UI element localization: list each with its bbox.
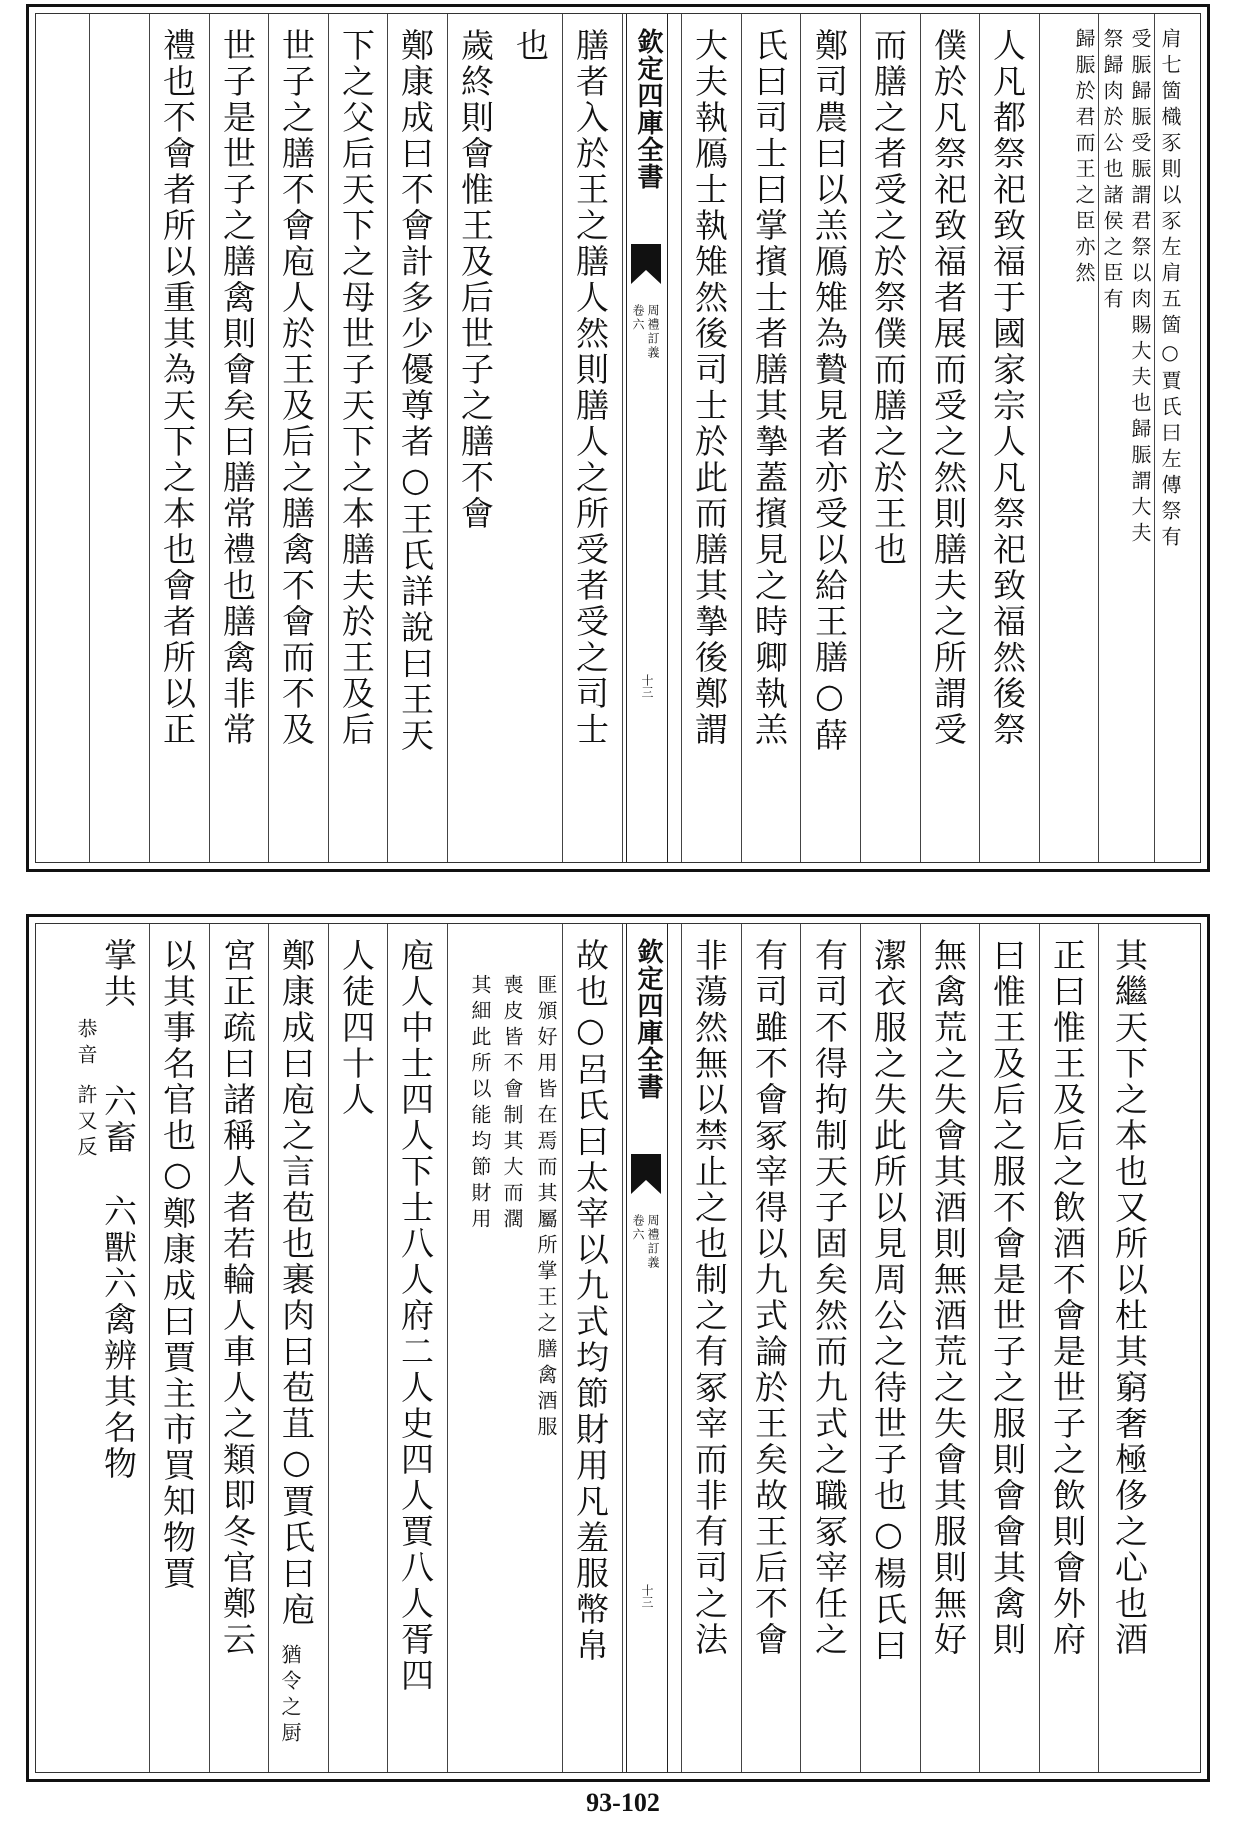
text-column: 庖人中士四人下士八人府二人史四人賈八人胥四 (396, 938, 435, 1694)
column-rule (741, 14, 742, 862)
text-column: 歸脤於君而王之臣亦然 (1072, 28, 1096, 288)
text-column: 膳者入於王之膳人然則膳人之所受者受之司士 (571, 28, 610, 748)
text-column: 人徒四十人 (337, 938, 376, 1118)
column-rule (387, 14, 388, 862)
page-number: 93-102 (586, 1788, 660, 1817)
annotation: 許又反 (74, 1084, 98, 1162)
center-strip (626, 14, 668, 862)
column-rule (979, 924, 980, 1772)
column-rule (149, 924, 150, 1772)
column-rule (1039, 924, 1040, 1772)
column-rule (622, 14, 623, 862)
text-column: 有司雖不會冢宰得以九式論於王矣故王后不會 (750, 938, 789, 1658)
bottom-page-half (26, 914, 1210, 1782)
column-rule (860, 924, 861, 1772)
column-rule (622, 924, 623, 1772)
text-column: 世子是世子之膳禽則會矣曰膳常禮也膳禽非常 (218, 28, 257, 748)
top-page-half (26, 4, 1210, 872)
column-rule (979, 14, 980, 862)
center-strip (626, 924, 668, 1772)
column-rule (562, 924, 563, 1772)
text-column: 六獸六禽辨其名物 (99, 1194, 138, 1482)
column-rule (447, 924, 448, 1772)
text-column: 有司不得拘制天子固矣然而九式之職冢宰任之 (810, 938, 849, 1658)
text-column: 而膳之者受之於祭僕而膳之於王也 (869, 28, 908, 568)
text-column: 猶令之厨 (278, 1644, 302, 1748)
strip-book-title: 周禮訂義 (646, 304, 660, 360)
text-column: 潔衣服之失此所以見周公之待世子也○楊氏曰 (869, 938, 908, 1664)
text-column: 也 (511, 28, 550, 64)
column-rule (562, 14, 563, 862)
text-column: 世子之膳不會庖人於王及后之膳禽不會而不及 (277, 28, 316, 748)
text-column: 曰惟王及后之服不會是世子之服則會會其禽則 (988, 938, 1027, 1658)
text-column: 祭歸肉於公也諸侯之臣有 (1100, 28, 1124, 314)
column-rule (800, 924, 801, 1772)
column-rule (268, 14, 269, 862)
text-column: 人凡都祭祀致福于國家宗人凡祭祀致福然後祭 (988, 28, 1027, 748)
column-rule (1039, 14, 1040, 862)
strip-leaf-number: 十三 (640, 1584, 654, 1608)
text-column: 匪頒好用皆在焉而其屬所掌王之膳禽酒服 (534, 974, 558, 1442)
text-column: 禮也不會者所以重其為天下之本也會者所以正 (158, 28, 197, 748)
column-rule (149, 14, 150, 862)
text-column: 非蕩然無以禁止之也制之有冢宰而非有司之法 (690, 938, 729, 1658)
annotation: 恭音 (74, 1018, 98, 1070)
text-column: 歲終則會惟王及后世子之膳不會 (456, 28, 495, 532)
text-column: 掌共 (99, 938, 138, 1010)
fish-tail-icon (631, 244, 661, 284)
column-rule (920, 924, 921, 1772)
text-column: 其繼天下之本也又所以杜其窮奢極侈之心也酒 (1110, 938, 1149, 1658)
strip-leaf-number: 十三 (640, 674, 654, 698)
column-rule (1154, 14, 1155, 862)
text-column: 下之父后天下之母世子天下之本膳夫於王及后 (337, 28, 376, 748)
fish-tail-icon (631, 1154, 661, 1194)
text-column: 受脤歸脤受脤謂君祭以肉賜大夫也歸脤謂大夫 (1128, 28, 1152, 548)
column-rule (1098, 14, 1099, 862)
text-column: 其細此所以能均節財用 (468, 974, 492, 1234)
strip-volume: 卷六 (631, 1214, 645, 1242)
column-rule (920, 14, 921, 862)
text-column: 故也○呂氏曰太宰以九式均節財用凡羞服幣帛 (571, 938, 610, 1664)
text-column: 大夫執鴈士執雉然後司士於此而膳其摯後鄭謂 (690, 28, 729, 748)
text-column: 鄭司農曰以羔鴈雉為贄見者亦受以給王膳○薛 (810, 28, 849, 754)
column-rule (387, 924, 388, 1772)
column-rule (741, 924, 742, 1772)
column-rule (447, 14, 448, 862)
column-rule (268, 924, 269, 1772)
bottom-inner-frame (35, 923, 1201, 1773)
text-column: 以其事名官也○鄭康成曰賈主市買知物賈 (158, 938, 197, 1592)
column-rule (681, 14, 682, 862)
column-rule (328, 14, 329, 862)
text-column: 肩七箇樴豕則以豕左肩五箇○賈氏曰左傳祭有 (1158, 28, 1182, 552)
strip-title: 欽定四庫全書 (633, 28, 663, 190)
text-column: 鄭康成曰庖之言苞也裹肉曰苞苴○賈氏曰庖 (277, 938, 316, 1628)
column-rule (1098, 924, 1099, 1772)
top-inner-frame (35, 13, 1201, 863)
column-rule (328, 924, 329, 1772)
text-column: 正曰惟王及后之飲酒不會是世子之飲則會外府 (1048, 938, 1087, 1658)
column-rule (681, 924, 682, 1772)
column-rule (209, 924, 210, 1772)
strip-book-title: 周禮訂義 (646, 1214, 660, 1270)
column-rule (209, 14, 210, 862)
text-column: 六畜 (99, 1084, 138, 1156)
text-column: 無禽荒之失會其酒則無酒荒之失會其服則無好 (929, 938, 968, 1658)
column-rule (860, 14, 861, 862)
text-column: 宮正疏曰諸稱人者若輪人車人之類即冬官鄭云 (218, 938, 257, 1658)
column-rule (89, 14, 90, 862)
text-column: 喪皮皆不會制其大而濶 (500, 974, 524, 1234)
strip-title: 欽定四庫全書 (633, 938, 663, 1100)
strip-volume: 卷六 (631, 304, 645, 332)
column-rule (800, 14, 801, 862)
text-column: 氏曰司士曰掌擯士者膳其摯蓋擯見之時卿執羔 (750, 28, 789, 748)
text-column: 鄭康成曰不會計多少優尊者○王氏詳說曰王天 (396, 28, 435, 754)
text-column: 僕於凡祭祀致福者展而受之然則膳夫之所謂受 (929, 28, 968, 748)
